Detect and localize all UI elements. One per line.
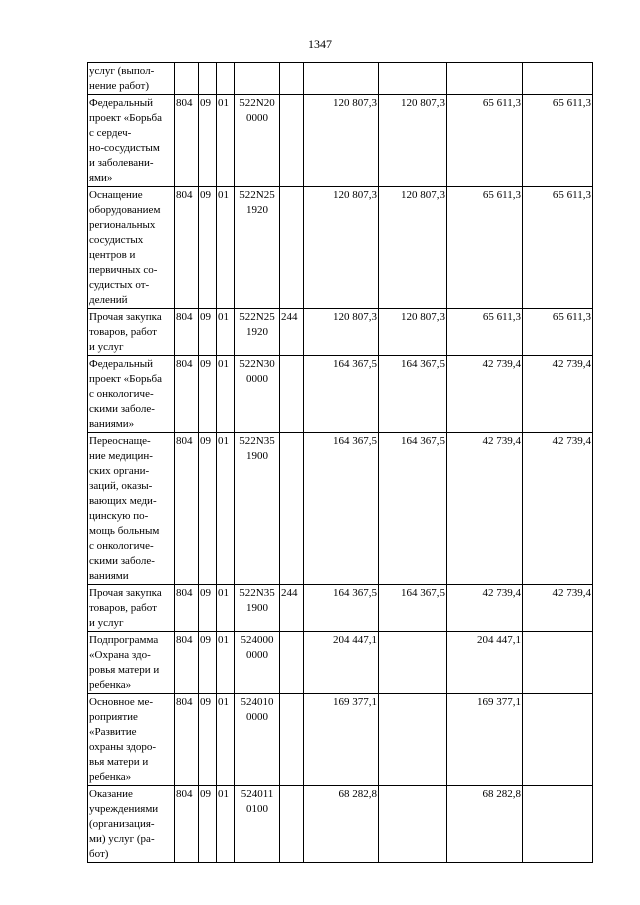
ministry-code-cell: 804 — [175, 694, 199, 786]
table-row — [88, 63, 593, 95]
ministry-code-cell: 804 — [175, 187, 199, 309]
ministry-code-cell: 804 — [175, 632, 199, 694]
row-name-cell: Основное ме- роприятие «Развитие охраны здоро- вья матери и ребенка» — [88, 694, 175, 786]
amount-cell-2 — [379, 786, 447, 863]
amount-cell-2 — [379, 632, 447, 694]
subsection-code-cell: 01 — [217, 786, 235, 863]
amount-cell-4 — [523, 694, 593, 786]
row-name-cell: услуг (выпол- нение работ) — [88, 63, 175, 95]
row-name-cell: Подпрограмма «Охрана здо- ровья матери и ребенка» — [88, 632, 175, 694]
amount-cell-4: 65 611,3 — [523, 95, 593, 187]
subsection-code-cell: 01 — [217, 95, 235, 187]
subsection-code-cell — [217, 63, 235, 95]
expense-type-cell — [280, 786, 304, 863]
table-row — [88, 694, 593, 786]
amount-cell-1: 68 282,8 — [304, 786, 379, 863]
amount-cell-2: 164 367,5 — [379, 356, 447, 433]
target-article-cell: 524011 0100 — [235, 786, 280, 863]
amount-cell-3 — [447, 63, 523, 95]
row-name-cell: Федеральный проект «Борьба с онкологиче- скими заболе- ваниями» — [88, 356, 175, 433]
subsection-code-cell: 01 — [217, 694, 235, 786]
target-article-cell: 522N35 1900 — [235, 433, 280, 585]
row-name-cell: Прочая закупка товаров, работ и услуг — [88, 309, 175, 356]
amount-cell-3: 65 611,3 — [447, 187, 523, 309]
amount-cell-4 — [523, 63, 593, 95]
amount-cell-3: 68 282,8 — [447, 786, 523, 863]
amount-cell-1: 120 807,3 — [304, 95, 379, 187]
amount-cell-2 — [379, 63, 447, 95]
section-code-cell: 09 — [199, 433, 217, 585]
amount-cell-2: 164 367,5 — [379, 585, 447, 632]
expense-type-cell — [280, 433, 304, 585]
ministry-code-cell: 804 — [175, 356, 199, 433]
amount-cell-4 — [523, 632, 593, 694]
expense-type-cell — [280, 356, 304, 433]
amount-cell-2: 164 367,5 — [379, 433, 447, 585]
amount-cell-3: 204 447,1 — [447, 632, 523, 694]
ministry-code-cell: 804 — [175, 95, 199, 187]
amount-cell-2: 120 807,3 — [379, 95, 447, 187]
section-code-cell: 09 — [199, 95, 217, 187]
section-code-cell: 09 — [199, 309, 217, 356]
section-code-cell: 09 — [199, 694, 217, 786]
amount-cell-3: 65 611,3 — [447, 95, 523, 187]
budget-table — [87, 62, 593, 863]
amount-cell-1: 164 367,5 — [304, 356, 379, 433]
subsection-code-cell: 01 — [217, 187, 235, 309]
target-article-cell: 522N25 1920 — [235, 187, 280, 309]
amount-cell-4 — [523, 786, 593, 863]
section-code-cell: 09 — [199, 632, 217, 694]
amount-cell-1: 120 807,3 — [304, 309, 379, 356]
row-name-cell: Федеральный проект «Борьба с сердеч- но-сосудистым и заболевани- ями» — [88, 95, 175, 187]
section-code-cell: 09 — [199, 585, 217, 632]
table-row — [88, 187, 593, 309]
subsection-code-cell: 01 — [217, 356, 235, 433]
amount-cell-1: 120 807,3 — [304, 187, 379, 309]
table-row — [88, 632, 593, 694]
amount-cell-4: 42 739,4 — [523, 356, 593, 433]
subsection-code-cell: 01 — [217, 309, 235, 356]
amount-cell-4: 42 739,4 — [523, 433, 593, 585]
expense-type-cell: 244 — [280, 585, 304, 632]
target-article-cell: 522N20 0000 — [235, 95, 280, 187]
section-code-cell: 09 — [199, 356, 217, 433]
target-article-cell: 522N30 0000 — [235, 356, 280, 433]
amount-cell-3: 42 739,4 — [447, 356, 523, 433]
table-row — [88, 786, 593, 863]
target-article-cell — [235, 63, 280, 95]
row-name-cell: Прочая закупка товаров, работ и услуг — [88, 585, 175, 632]
ministry-code-cell: 804 — [175, 433, 199, 585]
amount-cell-3: 65 611,3 — [447, 309, 523, 356]
section-code-cell: 09 — [199, 187, 217, 309]
amount-cell-3: 42 739,4 — [447, 433, 523, 585]
page-number: 1347 — [308, 37, 332, 51]
target-article-cell: 522N25 1920 — [235, 309, 280, 356]
ministry-code-cell: 804 — [175, 585, 199, 632]
amount-cell-1: 164 367,5 — [304, 433, 379, 585]
table-row — [88, 309, 593, 356]
expense-type-cell — [280, 632, 304, 694]
amount-cell-2: 120 807,3 — [379, 309, 447, 356]
section-code-cell — [199, 63, 217, 95]
table-row — [88, 433, 593, 585]
expense-type-cell — [280, 187, 304, 309]
subsection-code-cell: 01 — [217, 632, 235, 694]
section-code-cell: 09 — [199, 786, 217, 863]
expense-type-cell — [280, 95, 304, 187]
ministry-code-cell: 804 — [175, 786, 199, 863]
amount-cell-2 — [379, 694, 447, 786]
amount-cell-1 — [304, 63, 379, 95]
expense-type-cell: 244 — [280, 309, 304, 356]
target-article-cell: 524010 0000 — [235, 694, 280, 786]
table-body — [88, 63, 593, 863]
expense-type-cell — [280, 694, 304, 786]
subsection-code-cell: 01 — [217, 433, 235, 585]
amount-cell-4: 65 611,3 — [523, 309, 593, 356]
table-row — [88, 585, 593, 632]
amount-cell-4: 65 611,3 — [523, 187, 593, 309]
ministry-code-cell: 804 — [175, 309, 199, 356]
table-row — [88, 95, 593, 187]
amount-cell-2: 120 807,3 — [379, 187, 447, 309]
row-name-cell: Оказание учреждениями (организация- ми) услуг (ра- бот) — [88, 786, 175, 863]
ministry-code-cell — [175, 63, 199, 95]
row-name-cell: Переоснаще- ние медицин- ских органи- заций, оказы- вающих меди- цинскую по- мощь больным с онкологиче- скими заболе- ваниями — [88, 433, 175, 585]
target-article-cell: 522N35 1900 — [235, 585, 280, 632]
amount-cell-1: 169 377,1 — [304, 694, 379, 786]
subsection-code-cell: 01 — [217, 585, 235, 632]
row-name-cell: Оснащение оборудованием региональных сосудистых центров и первичных со- судистых от- делений — [88, 187, 175, 309]
amount-cell-1: 164 367,5 — [304, 585, 379, 632]
amount-cell-3: 169 377,1 — [447, 694, 523, 786]
table-row — [88, 356, 593, 433]
amount-cell-3: 42 739,4 — [447, 585, 523, 632]
amount-cell-4: 42 739,4 — [523, 585, 593, 632]
expense-type-cell — [280, 63, 304, 95]
amount-cell-1: 204 447,1 — [304, 632, 379, 694]
target-article-cell: 524000 0000 — [235, 632, 280, 694]
